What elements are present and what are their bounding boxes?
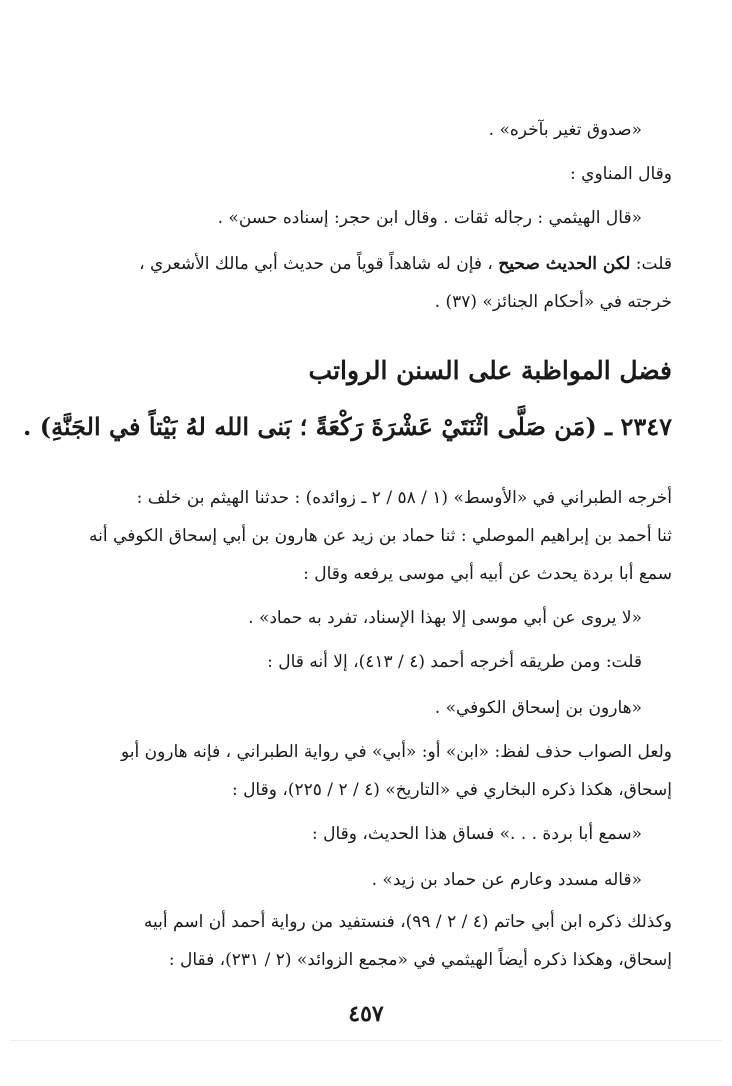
bold-ruling: لكن الحديث صحيح	[498, 254, 631, 274]
quote-line: «سمع أبا بردة . . .» فساق هذا الحديث، وقال :	[312, 824, 642, 844]
quote-line: «قال الهيثمي : رجاله ثقات . وقال ابن حجر: إسناده حسن» .	[217, 208, 642, 228]
quote-line: «قاله مسدد وعارم عن حماد بن زيد» .	[371, 870, 642, 890]
text-line: إسحاق، وهكذا ذكره أيضاً الهيثمي في «مجمع الزوائد» (٢ / ٢٣١)، فقال :	[168, 950, 672, 970]
hadith-text: ٢٣٤٧ ـ (مَن صَلَّى اثْنَتَيْ عَشْرَةَ رَكْعَةً ؛ بَنى الله لهُ بَيْتاً في الجَنَّةِ) .	[23, 412, 672, 441]
quote-line: «لا يروى عن أبي موسى إلا بهذا الإسناد، تفرد به حماد» .	[248, 608, 642, 628]
text-line: ثنا أحمد بن إبراهيم الموصلي : ثنا حماد بن زيد عن هارون بن أبي إسحاق الكوفي أنه	[89, 526, 672, 546]
quote-line: «هارون بن إسحاق الكوفي» .	[434, 698, 642, 718]
text-line: وقال المناوي :	[570, 164, 672, 184]
section-heading: فضل المواظبة على السنن الرواتب	[308, 356, 672, 385]
text-line: وكذلك ذكره ابن أبي حاتم (٤ / ٢ / ٩٩)، فنستفيد من رواية أحمد أن اسم أبيه	[143, 912, 672, 932]
text-line: خرجته في «أحكام الجنائز» (٣٧) .	[434, 292, 672, 312]
quote-line: «صدوق تغير بآخره» .	[488, 120, 642, 140]
text-line-with-bold	[139, 252, 672, 276]
text-line: أخرجه الطبراني في «الأوسط» (١ / ٥٨ / ٢ ـ زوائده) : حدثنا الهيثم بن خلف :	[136, 488, 672, 508]
text-prefix: قلت:	[630, 254, 672, 274]
text-line: ولعل الصواب حذف لفظ: «ابن» أو: «أبي» في رواية الطبراني ، فإنه هارون أبو	[120, 742, 672, 762]
text-line: قلت: ومن طريقه أخرجه أحمد (٤ / ٤١٣)، إلا أنه قال :	[267, 652, 642, 672]
text-line: سمع أبا بردة يحدث عن أبيه أبي موسى يرفعه وقال :	[303, 564, 672, 584]
page-number: ٤٥٧	[348, 1001, 384, 1027]
text-line: إسحاق، هكذا ذكره البخاري في «التاريخ» (٤ / ٢ / ٢٢٥)، وقال :	[231, 780, 672, 800]
text-suffix: ، فإن له شاهداً قوياً من حديث أبي مالك الأشعري ،	[139, 254, 499, 274]
page-edge-divider	[10, 1040, 722, 1041]
